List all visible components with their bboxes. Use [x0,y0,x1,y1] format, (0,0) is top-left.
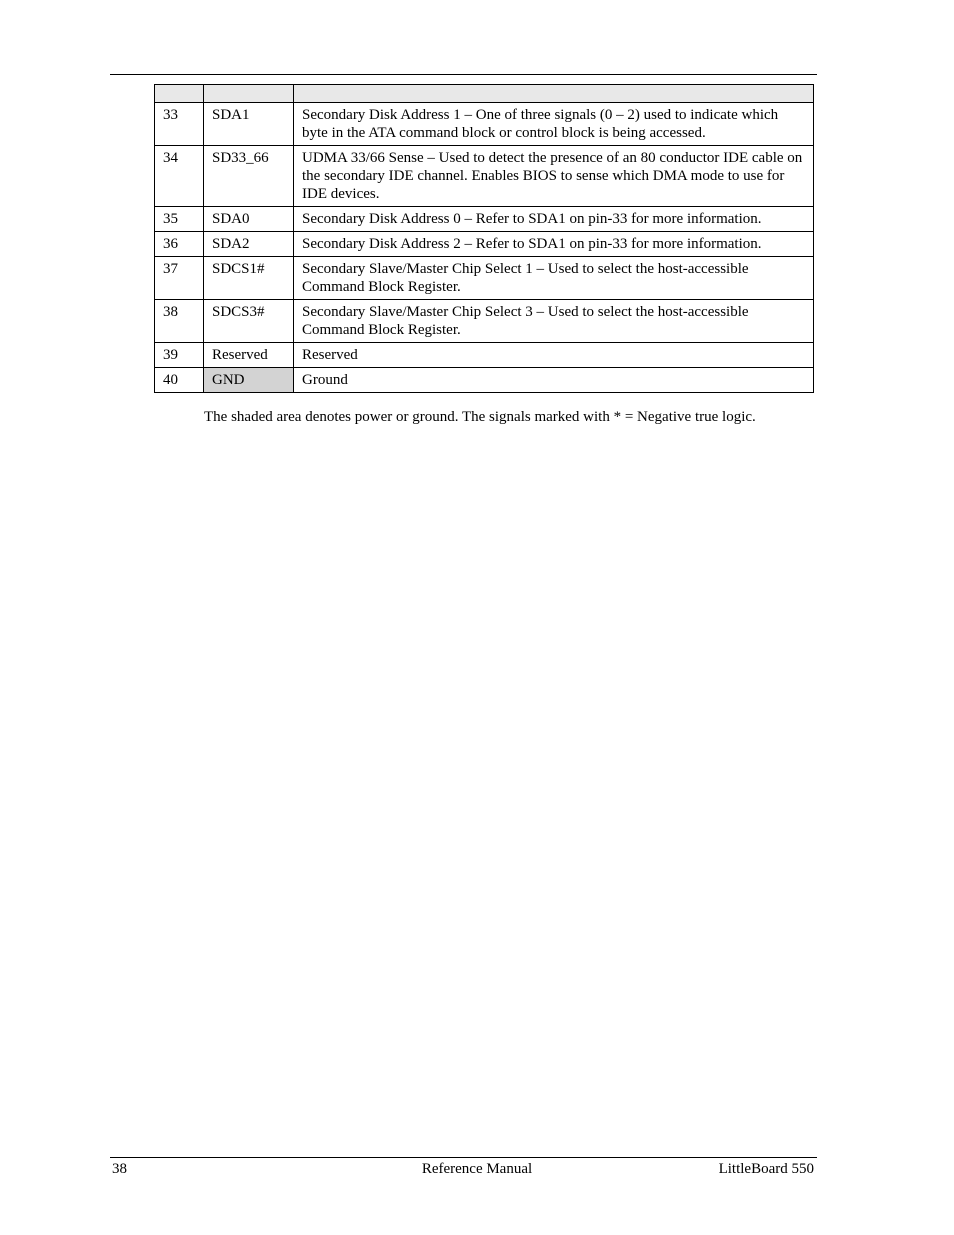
table-row [155,368,814,393]
signal-name: SDA0 [204,207,294,232]
signal-description: Secondary Disk Address 2 – Refer to SDA1 on pin-33 for more information. [294,232,814,257]
signal-description: Secondary Disk Address 0 – Refer to SDA1 on pin-33 for more information. [294,207,814,232]
signal-description: Secondary Slave/Master Chip Select 3 – Used to select the host-accessible Command Block Register. [294,300,814,343]
pin-number: 33 [155,103,204,146]
signal-name: GND [204,368,294,393]
signal-description: Ground [294,368,814,393]
signal-name: Reserved [204,343,294,368]
table-row [155,146,814,207]
pin-assignment-table [154,84,814,393]
header-rule [110,74,817,75]
table-row [155,232,814,257]
signal-name: SDCS3# [204,300,294,343]
signal-description: Reserved [294,343,814,368]
product-name: LittleBoard 550 [718,1161,814,1177]
signal-name: SDA1 [204,103,294,146]
signal-description: UDMA 33/66 Sense – Used to detect the presence of an 80 conductor IDE cable on the secondary IDE channel. Enables BIOS to sense which DMA mode to use for IDE devices. [294,146,814,207]
header-description [294,85,814,103]
header-pin [155,85,204,103]
signal-name: SDCS1# [204,257,294,300]
signal-description: Secondary Slave/Master Chip Select 1 – Used to select the host-accessible Command Block Register. [294,257,814,300]
pin-number: 38 [155,300,204,343]
table-row [155,343,814,368]
table-row [155,257,814,300]
footer-rule [110,1157,817,1158]
header-signal [204,85,294,103]
pin-number: 34 [155,146,204,207]
signal-name: SD33_66 [204,146,294,207]
signal-description: Secondary Disk Address 1 – One of three signals (0 – 2) used to indicate which byte in the ATA command block or control block is being accessed. [294,103,814,146]
table-row [155,300,814,343]
pin-number: 35 [155,207,204,232]
pin-number: 40 [155,368,204,393]
pin-number: 37 [155,257,204,300]
table-header-row [155,85,814,103]
table-footnote: The shaded area denotes power or ground. The signals marked with * = Negative true logic. [204,409,756,425]
signal-name: SDA2 [204,232,294,257]
table-row [155,103,814,146]
pin-number: 39 [155,343,204,368]
page-number: 38 [112,1161,127,1177]
table-row [155,207,814,232]
pin-number: 36 [155,232,204,257]
manual-title: Reference Manual [421,1161,533,1177]
